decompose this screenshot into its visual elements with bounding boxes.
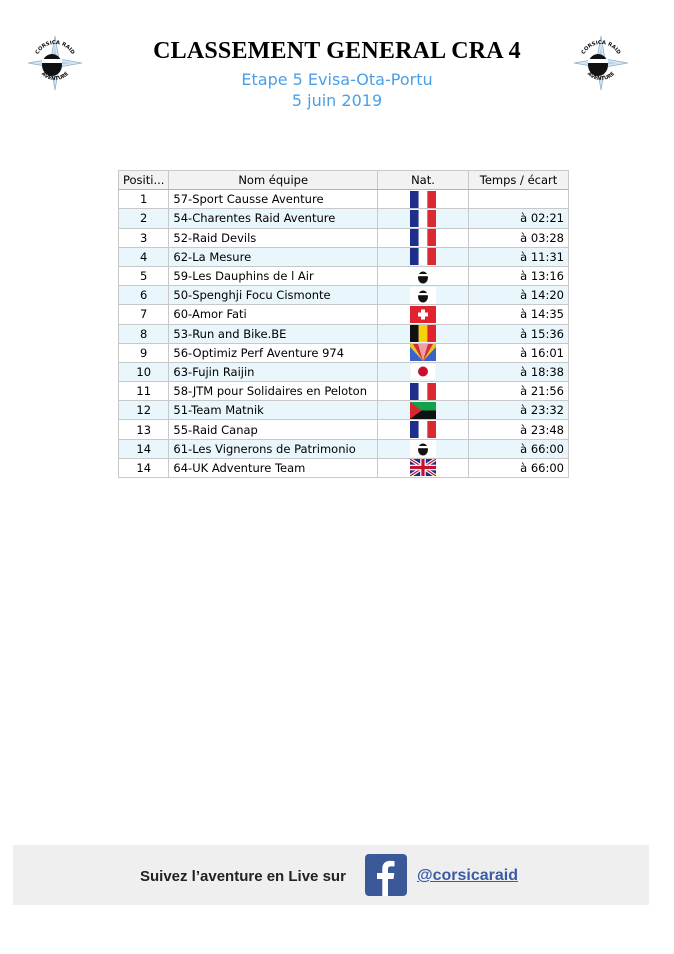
time-gap-cell: à 11:31: [469, 247, 569, 266]
team-name-cell: 53-Run and Bike.BE: [169, 324, 378, 343]
table-header-row: [119, 171, 569, 190]
france-flag-icon: [410, 191, 436, 208]
switzerland-flag-icon: [410, 306, 436, 323]
table-row: [119, 305, 569, 324]
position-cell: 14: [119, 458, 169, 477]
team-name-cell: 57-Sport Causse Aventure: [169, 190, 378, 209]
martinique-flag-icon: [410, 402, 436, 419]
team-name-cell: 55-Raid Canap: [169, 420, 378, 439]
team-name-cell: 61-Les Vignerons de Patrimonio: [169, 439, 378, 458]
position-cell: 5: [119, 266, 169, 285]
time-gap-cell: à 14:20: [469, 286, 569, 305]
team-name-cell: 56-Optimiz Perf Aventure 974: [169, 343, 378, 362]
table-row: [119, 209, 569, 228]
nationality-cell: [377, 324, 468, 343]
nationality-cell: [377, 305, 468, 324]
position-cell: 9: [119, 343, 169, 362]
nationality-cell: [377, 286, 468, 305]
table-row: [119, 343, 569, 362]
time-gap-cell: à 02:21: [469, 209, 569, 228]
table-row: [119, 247, 569, 266]
team-name-cell: 54-Charentes Raid Aventure: [169, 209, 378, 228]
time-gap-cell: à 18:38: [469, 362, 569, 381]
team-name-cell: 60-Amor Fati: [169, 305, 378, 324]
time-gap-cell: à 23:48: [469, 420, 569, 439]
footer-banner: [13, 845, 649, 905]
stage-subtitle: Etape 5 Evisa-Ota-Portu: [241, 70, 433, 89]
team-name-cell: 50-Spenghji Focu Cismonte: [169, 286, 378, 305]
table-row: [119, 439, 569, 458]
page-title: CLASSEMENT GENERAL CRA 4: [153, 38, 521, 64]
position-cell: 10: [119, 362, 169, 381]
table-row: [119, 420, 569, 439]
france-flag-icon: [410, 248, 436, 265]
corsica-flag-icon: [410, 268, 436, 285]
nationality-cell: [377, 458, 468, 477]
france-flag-icon: [410, 210, 436, 227]
results-table: [118, 170, 569, 478]
team-name-cell: 62-La Mesure: [169, 247, 378, 266]
logo-text-top: CORSICA RAID: [580, 39, 622, 56]
position-cell: 12: [119, 401, 169, 420]
france-flag-icon: [410, 229, 436, 246]
position-cell: 1: [119, 190, 169, 209]
nationality-cell: [377, 382, 468, 401]
position-cell: 4: [119, 247, 169, 266]
follow-text: Suivez l’aventure en Live sur: [140, 868, 346, 885]
corsica-flag-icon: [410, 287, 436, 304]
time-gap-cell: à 03:28: [469, 228, 569, 247]
time-gap-cell: à 23:32: [469, 401, 569, 420]
logo-text-bottom: AVENTURE: [39, 70, 71, 83]
logo-text-bottom: AVENTURE: [585, 70, 617, 83]
table-row: [119, 401, 569, 420]
table-row: [119, 382, 569, 401]
position-cell: 2: [119, 209, 169, 228]
table-row: [119, 266, 569, 285]
facebook-icon[interactable]: [365, 854, 407, 896]
france-flag-icon: [410, 421, 436, 438]
nationality-cell: [377, 266, 468, 285]
france-flag-icon: [410, 383, 436, 400]
table-row: [119, 228, 569, 247]
position-cell: 7: [119, 305, 169, 324]
time-gap-cell: à 14:35: [469, 305, 569, 324]
table-row: [119, 458, 569, 477]
nationality-cell: [377, 228, 468, 247]
facebook-handle-link[interactable]: @corsicaraid: [417, 867, 518, 884]
team-name-cell: 51-Team Matnik: [169, 401, 378, 420]
time-gap-cell: à 13:16: [469, 266, 569, 285]
team-name-cell: 64-UK Adventure Team: [169, 458, 378, 477]
reunion-flag-icon: [410, 344, 436, 361]
nationality-cell: [377, 209, 468, 228]
nationality-cell: [377, 439, 468, 458]
position-cell: 6: [119, 286, 169, 305]
team-name-cell: 52-Raid Devils: [169, 228, 378, 247]
nationality-cell: [377, 190, 468, 209]
time-gap-cell: à 15:36: [469, 324, 569, 343]
position-cell: 13: [119, 420, 169, 439]
team-name-cell: 58-JTM pour Solidaires en Peloton: [169, 382, 378, 401]
time-gap-cell: à 21:56: [469, 382, 569, 401]
table-row: [119, 190, 569, 209]
logo-text-top: CORSICA RAID: [34, 39, 76, 56]
column-header-time[interactable]: Temps / écart: [469, 171, 569, 190]
belgium-flag-icon: [410, 325, 436, 342]
uk-flag-icon: [410, 459, 436, 476]
japan-flag-icon: [410, 363, 436, 380]
column-header-position[interactable]: Positi...: [119, 171, 169, 190]
position-cell: 14: [119, 439, 169, 458]
table-row: [119, 286, 569, 305]
nationality-cell: [377, 401, 468, 420]
time-gap-cell: à 66:00: [469, 458, 569, 477]
column-header-team[interactable]: Nom équipe: [169, 171, 378, 190]
time-gap-cell: [469, 190, 569, 209]
corsica-flag-icon: [410, 440, 436, 457]
nationality-cell: [377, 247, 468, 266]
table-row: [119, 324, 569, 343]
table-row: [119, 362, 569, 381]
nationality-cell: [377, 362, 468, 381]
nationality-cell: [377, 343, 468, 362]
nationality-cell: [377, 420, 468, 439]
position-cell: 3: [119, 228, 169, 247]
time-gap-cell: à 66:00: [469, 439, 569, 458]
position-cell: 11: [119, 382, 169, 401]
date-subtitle: 5 juin 2019: [291, 91, 383, 110]
team-name-cell: 59-Les Dauphins de l Air: [169, 266, 378, 285]
column-header-nationality[interactable]: Nat.: [377, 171, 468, 190]
time-gap-cell: à 16:01: [469, 343, 569, 362]
team-name-cell: 63-Fujin Raijin: [169, 362, 378, 381]
position-cell: 8: [119, 324, 169, 343]
